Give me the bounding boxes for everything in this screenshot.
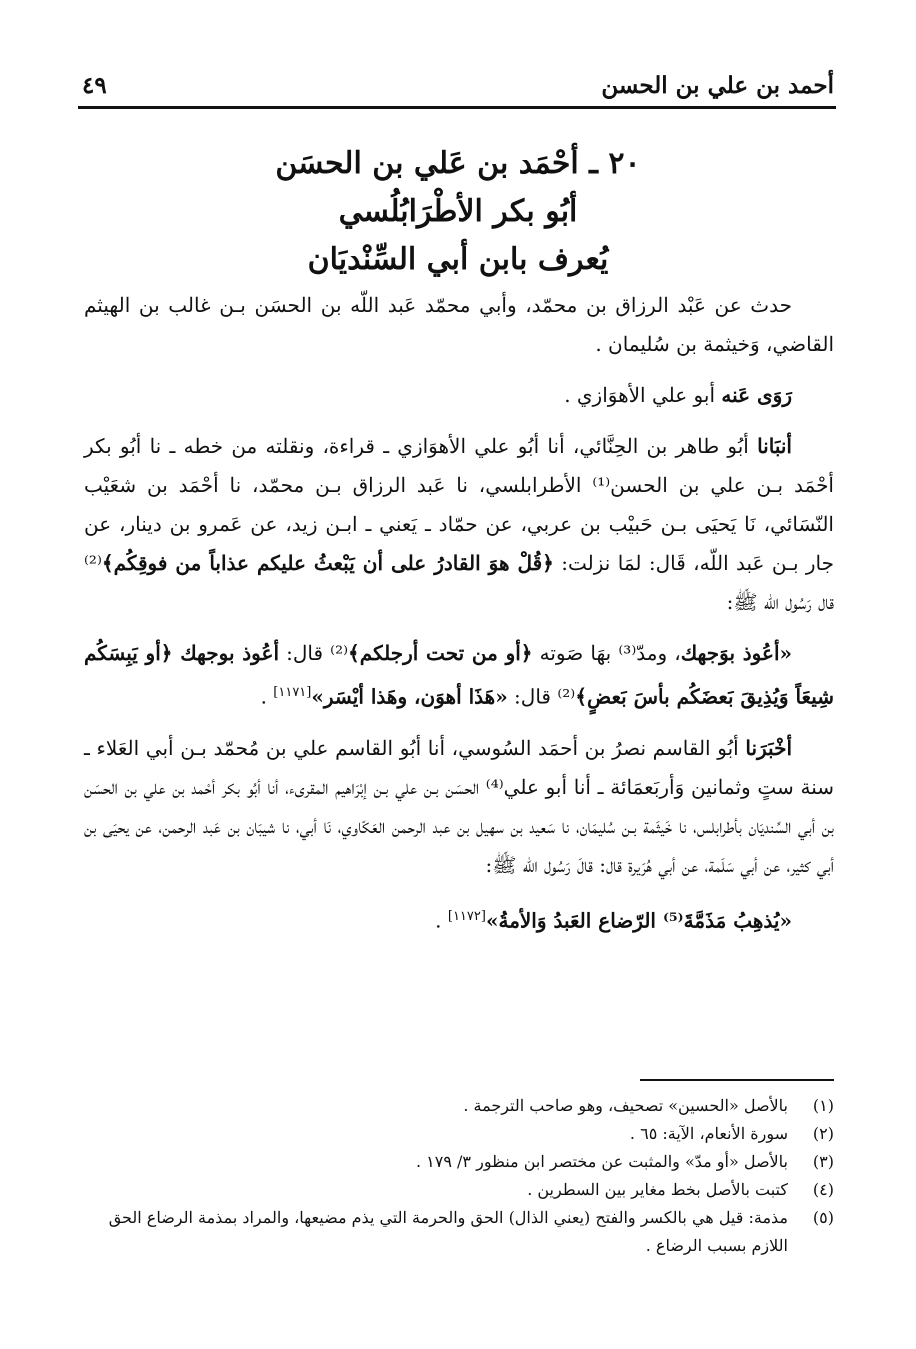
paragraph-text: ⁽²⁾ قال: — [279, 641, 349, 665]
paragraph-2 — [84, 376, 834, 415]
quran-quote: ﴿قُلْ هوَ القادرُ على أن يَبْعثُ عليكم عذاباً من فوقِكُم﴾ — [101, 551, 554, 575]
footnote — [82, 1120, 834, 1148]
footnote-text: كتبت بالأصل بخط مغاير بين السطرين . — [527, 1180, 788, 1199]
paragraph-text: أبُو القاسم نصرُ بن أحمَد السُوسي، أنا أبُو القاسم علي بن مُحمّد بـن أبي العَلاء ـ سنة ستٍ وثمانين وَأربَعمَائة ـ أنا أبو علي⁽⁴⁾ الحسَن بـن علي بـن إبْرَاهيم المقرىء، أنا أبُو بكر أحْمد بن علي بن الحسَن بن أبي السِّنديَان بأطرابلس، نا خَيثَمة بـن سُليمَان، نا سَعيد بن سهيل بن عبد الرحمن العَكّاوي، نَا أبي، نا شيبَان بن عَبد الرحمن، عن يحيَى بن أبي كثير، عن أبي سَلَمة، عن أبي هُرَيرة قال: قالَ رَسُول الله ﷺ: — [84, 735, 834, 877]
paragraph-lead: أخْبَرَنا — [745, 735, 792, 760]
footnote — [82, 1092, 834, 1120]
footnote-number: (٣) — [812, 1152, 834, 1171]
entry-title-kunya: أبُو بكر الأطْرَابُلُسي — [338, 194, 578, 229]
footnote-text: بالأصل «الحسين» تصحيف، وهو صاحب الترجمة . — [463, 1096, 788, 1115]
paragraph-3 — [84, 427, 834, 622]
paragraph-text: ، ومدّ⁽³⁾ بهَا صَوته — [532, 641, 681, 665]
entry-title-alias: يُعرف بابن أبي السِّنْديَان — [307, 242, 609, 277]
paragraph-text: ⁽²⁾ قال رَسُول الله ﷺ: — [84, 551, 834, 614]
paragraph-4: «أعُوذ بوَجهك، ومدّ⁽³⁾ بهَا صَوته ﴿أو من تحت أرجلكم﴾⁽²⁾ قال: أعُوذ بوجهك ﴿أو يَبِسَكُم شِيعَاً وَيُذِيقَ بَعضَكُم بأسَ بَعضٍ﴾⁽²⁾ قال: «هَذَا أهوَن، وهَذا أيْسَر»[١١٧١] . — [84, 641, 834, 709]
quran-quote: ﴿أو من تحت أرجلكم﴾ — [348, 641, 533, 665]
entry-title-name: ٢٠ ـ أحْمَد بن عَلي بن الحسَن — [275, 146, 641, 181]
hadith-quote: «هَذَا أهوَن، وهَذا أيْسَر» — [311, 684, 508, 709]
footnote — [82, 1148, 834, 1176]
running-title: أحمد بن علي بن الحسن — [601, 72, 834, 99]
footnote — [82, 1176, 834, 1204]
hadith-number: [١١٧١] — [273, 685, 312, 700]
hadith-number: [١١٧٢] — [447, 908, 486, 924]
page-number: ٤٩ — [82, 72, 107, 99]
footnote-number: (٢) — [812, 1124, 834, 1143]
running-header — [82, 68, 834, 108]
footnotes — [82, 1092, 834, 1260]
paragraph-5 — [84, 729, 834, 885]
footnote-text: بالأصل «أو مدّ» والمثبت عن مختصر ابن منظور ٣/ ١٧٩ . — [415, 1152, 788, 1171]
paragraph-lead: رَوَى عَنه — [721, 383, 792, 407]
paragraph-text: ⁽²⁾ قال: — [507, 684, 576, 709]
footnote-text: مذمة: قيل هي بالكسر والفتح (يعني الذال) الحق والحرمة التي يذم مضيعها، والمراد بمذمة الرضاع الحق اللازم بسبب الرضاع . — [108, 1208, 788, 1255]
hadith-quote: «أعُوذ بوَجهك — [680, 641, 793, 665]
paragraph-6: «يُذهِبُ مَذَمَّةَ⁽⁵⁾ الرّضاع العَبدُ وَالأمةُ»[١١٧٢] . — [435, 908, 792, 933]
paragraph-text: أبُو طاهر بن الحِنَّائي، أنا أبُو علي الأهوَازي ـ قراءة، ونقلته من خطه ـ نا أبُو بكر أحْمَد بـن علي بن الحسن⁽¹⁾ الأطرابلسي، نا عَبد الرزاق بـن محمّد، نا أحْمَد بن شعَيْب النّسَائي، نَا يَحيَى بـن حَبيْب بن عربي، عن حمّاد ـ يَعني ـ ابـن زيد، عن عَمرو بن دينار، عن جار بـن عَبد اللّه، قَال: لمَا نزلت: — [84, 434, 834, 575]
footnote-text: سورة الأنعام، الآية: ٦٥ . — [629, 1124, 788, 1143]
footnote-rule — [640, 1079, 834, 1081]
paragraph-lead: أنبَانا — [757, 434, 792, 458]
footnote-number: (٤) — [812, 1180, 834, 1199]
paragraph-1: حدث عن عَبْد الرزاق بن محمّد، وأبي محمّد عَبد اللّه بن الحسَن بـن غالب بن الهيثم القاضي، وَخيثمة بن سُليمان . — [84, 293, 834, 356]
paragraph-text: أبو علي الأهوَازي . — [564, 383, 722, 407]
footnote-number: (٥) — [812, 1208, 834, 1227]
hadith-quote: أعُوذ بوجهك ﴿أو يَبِسَكُم شِيعَاً وَيُذِيقَ بَعضَكُم بأسَ بَعضٍ﴾ — [84, 641, 834, 709]
header-rule — [78, 106, 836, 109]
entry-heading — [82, 140, 834, 284]
body-text — [84, 286, 834, 952]
footnote — [82, 1204, 834, 1260]
footnote-number: (١) — [812, 1096, 834, 1115]
hadith-quote: «يُذهِبُ مَذَمَّةَ⁽⁵⁾ الرّضاع العَبدُ وَالأمةُ» — [485, 908, 792, 933]
